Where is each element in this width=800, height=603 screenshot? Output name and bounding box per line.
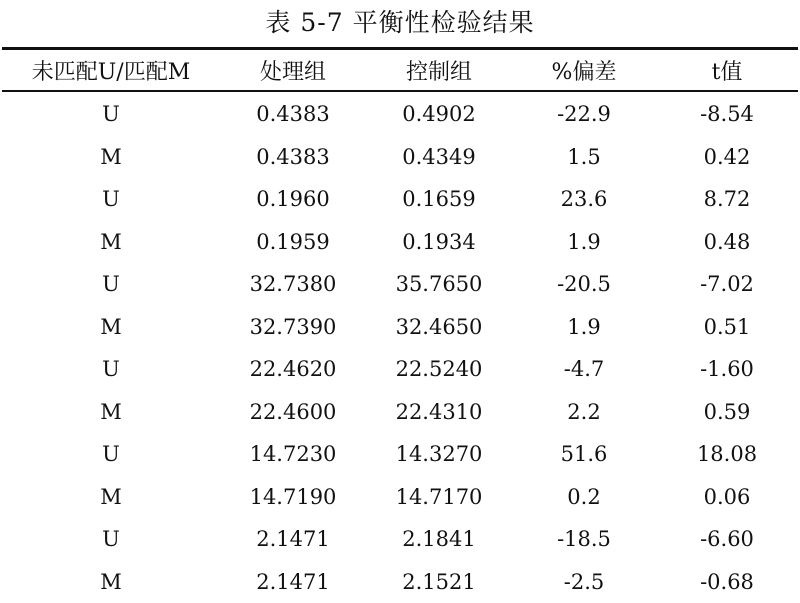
treatment-cell: 14.7230 — [220, 433, 366, 476]
treatment-cell: 32.7390 — [220, 306, 366, 349]
bias-cell: -18.5 — [512, 518, 656, 561]
table-row — [2, 263, 798, 306]
t-value-cell: 0.06 — [656, 476, 798, 519]
match-status-cell: U — [2, 93, 220, 136]
match-status-cell: M — [2, 561, 220, 603]
bias-cell: -2.5 — [512, 561, 656, 603]
treatment-cell: 0.4383 — [220, 136, 366, 179]
table-row — [2, 561, 798, 603]
bias-cell: 1.5 — [512, 136, 656, 179]
treatment-cell: 32.7380 — [220, 263, 366, 306]
treatment-cell: 22.4620 — [220, 348, 366, 391]
t-value-cell: 0.48 — [656, 221, 798, 264]
match-status-cell: M — [2, 221, 220, 264]
t-value-cell: -1.60 — [656, 348, 798, 391]
control-cell: 0.4349 — [366, 136, 512, 179]
header-percent-bias: %偏差 — [512, 50, 656, 90]
table-row — [2, 348, 798, 391]
table-row — [2, 391, 798, 434]
treatment-cell: 22.4600 — [220, 391, 366, 434]
match-status-cell: U — [2, 348, 220, 391]
match-status-cell: U — [2, 518, 220, 561]
header-treatment-group: 处理组 — [220, 50, 366, 90]
table-row — [2, 178, 798, 221]
table-row — [2, 221, 798, 264]
bias-cell: -4.7 — [512, 348, 656, 391]
table-row — [2, 136, 798, 179]
match-status-cell: U — [2, 433, 220, 476]
t-value-cell: 18.08 — [656, 433, 798, 476]
table-row — [2, 476, 798, 519]
table-row — [2, 518, 798, 561]
control-cell: 22.4310 — [366, 391, 512, 434]
header-control-group: 控制组 — [366, 50, 512, 90]
match-status-cell: U — [2, 178, 220, 221]
header-t-value: t值 — [656, 50, 798, 90]
table-row — [2, 93, 798, 136]
balance-test-table — [2, 50, 798, 603]
control-cell: 35.7650 — [366, 263, 512, 306]
control-cell: 0.1659 — [366, 178, 512, 221]
bias-cell: -22.9 — [512, 93, 656, 136]
treatment-cell: 2.1471 — [220, 561, 366, 603]
control-cell: 14.7170 — [366, 476, 512, 519]
control-cell: 2.1841 — [366, 518, 512, 561]
table-caption: 表 5-7 平衡性检验结果 — [0, 6, 800, 40]
bias-cell: -20.5 — [512, 263, 656, 306]
control-cell: 14.3270 — [366, 433, 512, 476]
match-status-cell: M — [2, 476, 220, 519]
t-value-cell: 0.42 — [656, 136, 798, 179]
header-row — [2, 50, 798, 90]
t-value-cell: 0.59 — [656, 391, 798, 434]
bias-cell: 0.2 — [512, 476, 656, 519]
t-value-cell: -8.54 — [656, 93, 798, 136]
t-value-cell: 8.72 — [656, 178, 798, 221]
table-header — [2, 50, 798, 90]
table-row — [2, 433, 798, 476]
table-body — [2, 90, 798, 603]
table-row — [2, 306, 798, 349]
match-status-cell: M — [2, 391, 220, 434]
control-cell: 0.1934 — [366, 221, 512, 264]
bias-cell: 2.2 — [512, 391, 656, 434]
t-value-cell: -6.60 — [656, 518, 798, 561]
header-unmatched-matched: 未匹配U/匹配M — [2, 50, 220, 90]
treatment-cell: 0.1959 — [220, 221, 366, 264]
t-value-cell: -7.02 — [656, 263, 798, 306]
control-cell: 32.4650 — [366, 306, 512, 349]
control-cell: 0.4902 — [366, 93, 512, 136]
match-status-cell: M — [2, 136, 220, 179]
match-status-cell: U — [2, 263, 220, 306]
treatment-cell: 0.4383 — [220, 93, 366, 136]
treatment-cell: 0.1960 — [220, 178, 366, 221]
treatment-cell: 14.7190 — [220, 476, 366, 519]
bias-cell: 51.6 — [512, 433, 656, 476]
control-cell: 2.1521 — [366, 561, 512, 603]
match-status-cell: M — [2, 306, 220, 349]
t-value-cell: 0.51 — [656, 306, 798, 349]
bias-cell: 1.9 — [512, 306, 656, 349]
bias-cell: 1.9 — [512, 221, 656, 264]
t-value-cell: -0.68 — [656, 561, 798, 603]
bias-cell: 23.6 — [512, 178, 656, 221]
treatment-cell: 2.1471 — [220, 518, 366, 561]
control-cell: 22.5240 — [366, 348, 512, 391]
